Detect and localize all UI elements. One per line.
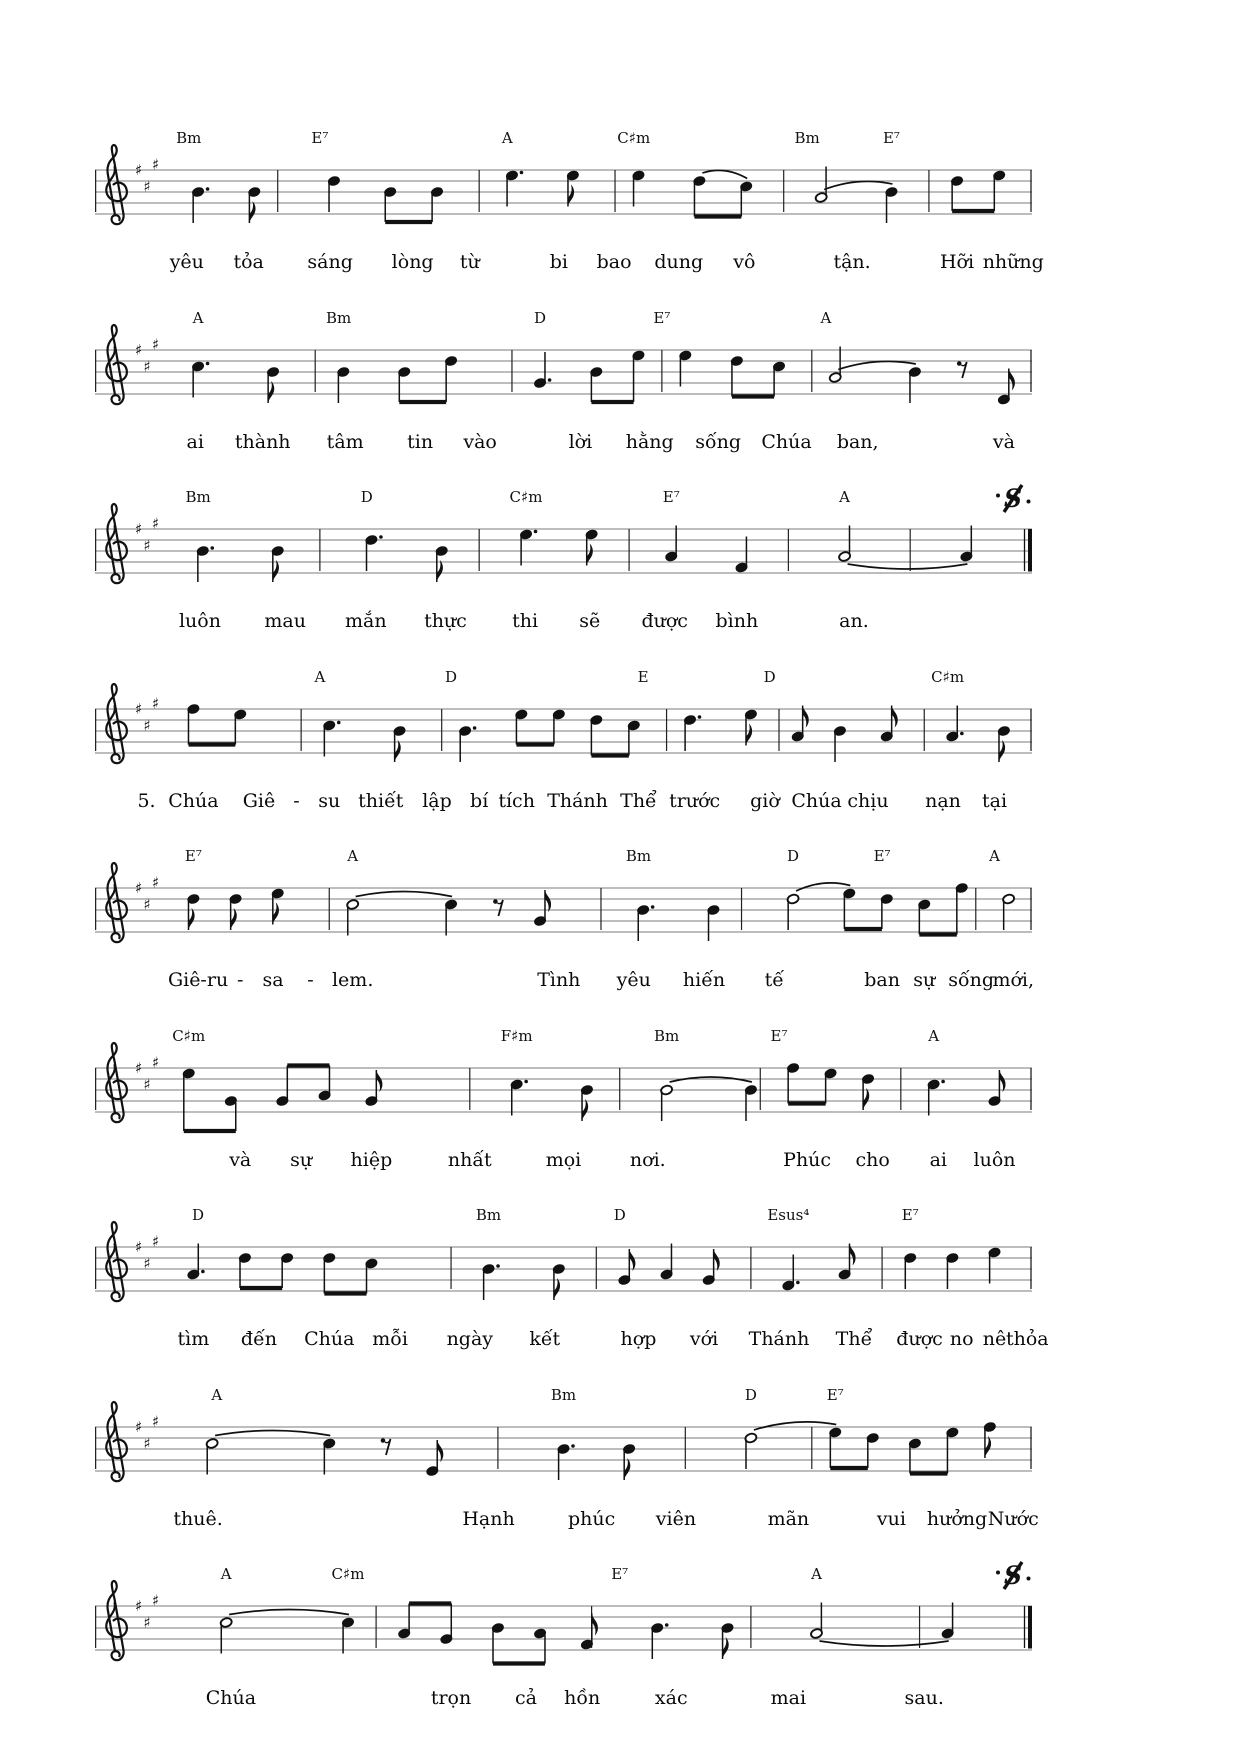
lyric-syllable: vào xyxy=(463,430,497,453)
lyric-syllable: mau xyxy=(264,610,306,632)
staff-svg xyxy=(95,123,1032,265)
lyric-syllable: lem. xyxy=(331,969,374,991)
lyric-syllable: bí xyxy=(470,789,489,812)
key-sharp-icon: ♯ xyxy=(135,699,143,718)
lyric-syllable: tâm xyxy=(326,430,364,453)
lyric-syllable: sẽ xyxy=(579,610,601,632)
lyric-syllable: mới, xyxy=(992,969,1035,991)
system-8 xyxy=(95,1380,1039,1542)
eighth-flag-icon xyxy=(624,1458,630,1480)
lyric-syllable: Chúa xyxy=(304,1328,355,1350)
system-4 xyxy=(95,662,1032,824)
eighth-flag-icon xyxy=(249,201,255,223)
lyric-syllable: được xyxy=(641,610,688,632)
lyric-syllable: tìm xyxy=(177,1328,210,1350)
key-sharp-icon: ♯ xyxy=(152,1412,160,1430)
staff-svg xyxy=(95,1200,1032,1342)
lyric-syllable: mọi xyxy=(545,1148,582,1171)
notes xyxy=(182,1062,1005,1131)
chord-label: Bm xyxy=(325,308,352,327)
key-sharp-icon: ♯ xyxy=(152,1053,160,1071)
lyric-syllable: nê xyxy=(982,1328,1007,1350)
lyric-syllable: hiệp xyxy=(350,1148,393,1171)
chord-label: A xyxy=(839,488,851,506)
lyric-syllable: sự xyxy=(913,969,936,991)
lyric-syllable: Nước xyxy=(987,1507,1039,1530)
chord-label: A xyxy=(928,1026,940,1045)
slur xyxy=(838,361,916,369)
chord-label: C♯m xyxy=(931,667,965,686)
slur xyxy=(754,1421,836,1429)
lyric-syllable: nơi. xyxy=(629,1148,666,1171)
lyric-syllable: bao xyxy=(596,251,632,273)
system-1 xyxy=(95,123,1044,285)
eighth-flag-icon xyxy=(273,560,279,582)
lyric-syllable: 5. xyxy=(137,789,156,812)
staff-svg xyxy=(95,303,1032,445)
lyric-syllable: an. xyxy=(839,610,869,632)
lyric-syllable: Giê-ru xyxy=(167,969,229,991)
lyric-syllable: những xyxy=(982,251,1044,273)
key-sharp-icon: ♯ xyxy=(152,694,160,712)
lyric-syllable: Chúa xyxy=(205,1687,257,1709)
lyric-syllable: dung xyxy=(654,251,704,273)
lyric-syllable: bình xyxy=(715,610,759,632)
lyric-syllable: nhất xyxy=(447,1148,492,1171)
treble-clef-icon xyxy=(106,504,127,583)
chord-label: D xyxy=(534,308,547,327)
staff-svg xyxy=(95,482,1032,624)
eighth-flag-icon xyxy=(723,1637,729,1659)
lyric-syllable: sống xyxy=(948,969,994,991)
slur xyxy=(215,1430,330,1435)
lyric-syllable: yêu xyxy=(616,969,651,991)
lyric-syllable: Chúa xyxy=(168,789,219,812)
lyric-syllable: thỏa xyxy=(1005,1328,1049,1350)
chord-label: A xyxy=(314,667,326,686)
chord-label: A xyxy=(820,308,832,327)
slur xyxy=(819,1641,948,1646)
eighth-flag-icon xyxy=(437,560,443,582)
lyric-syllable: thiết xyxy=(358,789,404,812)
lyric-syllable: ngày xyxy=(446,1328,494,1350)
treble-clef-icon xyxy=(106,684,127,763)
chord-label: E⁷ xyxy=(653,308,671,327)
slur xyxy=(796,883,850,891)
chord-label: E⁷ xyxy=(873,847,891,865)
lyric-syllable: vô xyxy=(733,251,756,273)
chord-label: E⁷ xyxy=(770,1026,788,1045)
chord-label: A xyxy=(220,1565,232,1583)
system-2 xyxy=(95,303,1032,465)
chord-label: A xyxy=(192,308,204,327)
lyric-syllable: hằng xyxy=(625,430,674,453)
key-sharp-icon: ♯ xyxy=(152,335,160,353)
lyric-syllable: xác xyxy=(654,1687,688,1709)
chord-label: A xyxy=(989,847,1000,865)
chord-label: E xyxy=(637,667,649,686)
chord-label: E⁷ xyxy=(184,847,202,865)
lyric-syllable: tận. xyxy=(833,251,871,273)
lyric-syllable: với xyxy=(689,1328,719,1350)
segno-icon xyxy=(996,484,1031,513)
staff-svg xyxy=(95,1380,1032,1522)
chord-label: E⁷ xyxy=(662,488,680,506)
lyric-syllable: Thể xyxy=(835,1328,873,1350)
lyric-syllable: Thánh xyxy=(547,789,608,812)
lyric-syllable: su xyxy=(318,789,341,812)
chord-label: Esus⁴ xyxy=(767,1206,810,1224)
eighth-flag-icon xyxy=(395,740,401,762)
chord-label: A xyxy=(811,1565,822,1583)
lyric-syllable: ai xyxy=(929,1148,947,1171)
final-barline xyxy=(1028,529,1032,572)
lyric-syllable: luôn xyxy=(973,1148,1016,1171)
lyric-syllable: Tình xyxy=(537,969,581,991)
final-barline xyxy=(1028,1606,1032,1649)
chord-label: C♯m xyxy=(617,129,651,147)
lyric-syllable: Chúa xyxy=(761,430,812,453)
staff-svg xyxy=(95,1021,1032,1163)
treble-clef-icon xyxy=(106,863,127,942)
lyric-syllable: và xyxy=(229,1148,252,1171)
treble-clef-icon xyxy=(106,1043,127,1122)
lyric-syllable: tại xyxy=(981,789,1008,812)
key-sharp-icon: ♯ xyxy=(135,520,143,538)
lyric-syllable: trọn xyxy=(430,1687,472,1709)
lyric-syllable: Giê xyxy=(242,789,276,812)
system-6 xyxy=(95,1021,1032,1183)
chord-label: D xyxy=(192,1206,205,1224)
lyric-syllable: Thánh xyxy=(748,1328,810,1350)
lyric-syllable: mãn xyxy=(767,1507,810,1530)
lyric-syllable: - xyxy=(237,969,244,991)
eighth-rest-icon xyxy=(381,1438,386,1443)
svg-text:S: S xyxy=(1003,484,1023,513)
chord-label: Bm xyxy=(794,129,820,147)
chord-label: A xyxy=(501,129,513,147)
segno-icon xyxy=(996,1561,1031,1590)
eighth-flag-icon xyxy=(437,1440,443,1462)
key-sharp-icon: ♯ xyxy=(143,1254,151,1273)
eighth-flag-icon xyxy=(231,908,237,930)
lyric-syllable: Thể xyxy=(620,789,657,812)
key-sharp-icon: ♯ xyxy=(143,536,151,555)
lyric-syllable: giờ xyxy=(750,789,780,812)
key-sharp-icon: ♯ xyxy=(135,1597,143,1615)
eighth-flag-icon xyxy=(188,908,194,930)
lyric-syllable: nạn xyxy=(925,789,961,812)
lyric-syllable: sau. xyxy=(904,1687,944,1709)
eighth-flag-icon xyxy=(629,1249,635,1271)
key-sharp-icon: ♯ xyxy=(152,873,160,892)
lyric-syllable: mỗi xyxy=(372,1328,408,1350)
chord-label: A xyxy=(347,847,359,865)
lyric-syllable: luôn xyxy=(178,610,221,632)
chord-label: E⁷ xyxy=(611,1565,629,1583)
lyric-syllable: cả xyxy=(515,1687,537,1709)
eighth-flag-icon xyxy=(999,1070,1005,1092)
chord-label: D xyxy=(763,667,776,686)
key-sharp-icon: ♯ xyxy=(143,1075,151,1093)
eighth-flag-icon xyxy=(714,1249,720,1271)
chord-label: E⁷ xyxy=(882,129,900,147)
chord-label: Bm xyxy=(176,129,202,147)
slur xyxy=(848,564,968,569)
treble-clef-icon xyxy=(106,1581,127,1660)
lyric-syllable: no xyxy=(949,1328,974,1350)
lyric-syllable: viên xyxy=(655,1507,697,1530)
lyric-syllable: lập xyxy=(422,789,452,812)
lyric-syllable: yêu xyxy=(169,251,204,273)
staff-svg xyxy=(95,1559,1032,1701)
eighth-rest-icon xyxy=(493,899,498,904)
chord-label: D xyxy=(613,1206,626,1224)
lyric-syllable: hiến xyxy=(682,969,726,991)
lyric-syllable: - xyxy=(307,969,314,991)
eighth-flag-icon xyxy=(863,1088,869,1110)
key-sharp-icon: ♯ xyxy=(135,1238,143,1256)
lyric-syllable: phúc xyxy=(567,1507,616,1530)
key-sharp-icon: ♯ xyxy=(143,895,151,914)
key-sharp-icon: ♯ xyxy=(143,357,151,375)
chord-label: D xyxy=(360,488,373,506)
chord-label: E⁷ xyxy=(901,1206,919,1224)
key-sharp-icon: ♯ xyxy=(143,1434,151,1452)
slur xyxy=(356,892,452,897)
lyric-syllable: bi xyxy=(549,251,568,273)
eighth-flag-icon xyxy=(554,1278,560,1300)
key-sharp-icon: ♯ xyxy=(143,716,151,734)
key-sharp-icon: ♯ xyxy=(143,177,151,196)
lyric-syllable: tích xyxy=(498,789,535,812)
lyric-syllable: tế xyxy=(764,969,784,991)
lyric-syllable: được xyxy=(896,1328,943,1350)
eighth-flag-icon xyxy=(268,381,274,403)
lyric-syllable: ban xyxy=(864,969,900,991)
lyric-syllable: mắn xyxy=(344,610,387,632)
chord-label: E⁷ xyxy=(826,1385,844,1404)
key-sharp-icon: ♯ xyxy=(152,155,160,174)
eighth-flag-icon xyxy=(582,1099,588,1121)
chord-label: F♯m xyxy=(500,1026,533,1045)
lyric-syllable: ai xyxy=(186,430,204,453)
key-sharp-icon: ♯ xyxy=(135,340,143,359)
chord-label: C♯m xyxy=(509,488,543,506)
svg-text:S: S xyxy=(1003,1561,1023,1590)
lyric-syllable: Chúa xyxy=(791,789,842,812)
lyric-syllable: đến xyxy=(240,1328,278,1350)
lyric-syllable: sáng xyxy=(307,251,353,273)
slur xyxy=(702,170,747,178)
system-9 xyxy=(95,1559,1032,1721)
treble-clef-icon xyxy=(106,145,127,224)
chord-label: A xyxy=(211,1385,223,1404)
chord-label: D xyxy=(787,847,800,865)
lyric-syllable: chịu xyxy=(847,789,889,812)
lyric-syllable: thành xyxy=(234,430,291,453)
lyric-syllable: ban, xyxy=(836,430,879,453)
eighth-flag-icon xyxy=(985,1436,991,1458)
key-sharp-icon: ♯ xyxy=(143,1613,151,1632)
key-sharp-icon: ♯ xyxy=(152,1591,160,1610)
key-sharp-icon: ♯ xyxy=(152,1232,160,1251)
lyric-syllable: Hỡi xyxy=(939,251,975,273)
chord-label: Bm xyxy=(653,1026,680,1045)
slur xyxy=(824,181,892,189)
chord-label: Bm xyxy=(475,1206,502,1224)
lyric-syllable: thực xyxy=(424,610,467,632)
lyric-syllable: lòng xyxy=(391,251,434,273)
lyric-syllable: hưởng xyxy=(926,1507,988,1530)
lyric-syllable: và xyxy=(992,430,1015,453)
system-5 xyxy=(95,841,1035,1003)
lyric-syllable: thuê. xyxy=(173,1507,223,1530)
slur xyxy=(229,1610,349,1615)
staff-svg xyxy=(95,662,1032,804)
lyric-syllable: tin xyxy=(407,430,434,453)
system-3 xyxy=(95,482,1032,644)
treble-clef-icon xyxy=(106,1402,127,1481)
key-sharp-icon: ♯ xyxy=(135,1058,143,1077)
key-sharp-icon: ♯ xyxy=(152,514,160,533)
lyric-syllable: từ xyxy=(459,251,480,273)
lyric-syllable: tỏa xyxy=(233,251,264,273)
chord-label: Bm xyxy=(625,847,652,865)
eighth-rest-icon xyxy=(957,361,962,366)
lyric-syllable: Phúc xyxy=(783,1148,832,1171)
chord-label: Bm xyxy=(185,488,211,506)
lyric-syllable: cho xyxy=(855,1148,890,1171)
key-sharp-icon: ♯ xyxy=(135,1417,143,1436)
chord-label: C♯m xyxy=(172,1026,206,1045)
lyric-syllable: sa xyxy=(262,969,284,991)
lyric-syllable: - xyxy=(293,789,300,812)
lyric-syllable: thi xyxy=(512,610,539,632)
eighth-flag-icon xyxy=(376,1070,382,1092)
eighth-flag-icon xyxy=(999,740,1005,762)
chord-label: D xyxy=(744,1385,757,1404)
lyric-syllable: sống xyxy=(695,430,741,453)
lyric-syllable: hợp xyxy=(620,1328,657,1350)
eighth-flag-icon xyxy=(545,890,551,912)
chord-label: D xyxy=(445,667,458,686)
lyric-syllable: hồn xyxy=(564,1687,601,1709)
system-7 xyxy=(95,1200,1049,1362)
key-sharp-icon: ♯ xyxy=(135,879,143,897)
chord-label: Bm xyxy=(550,1385,577,1404)
lyric-syllable: kết xyxy=(529,1328,561,1350)
key-sharp-icon: ♯ xyxy=(135,161,143,179)
chord-label: C♯m xyxy=(331,1565,365,1583)
lyric-syllable: mai xyxy=(770,1687,807,1709)
staff-svg xyxy=(95,841,1032,983)
treble-clef-icon xyxy=(106,325,127,404)
chord-label: E⁷ xyxy=(311,129,329,147)
lyric-syllable: sự xyxy=(290,1148,313,1171)
lyric-syllable: vui xyxy=(876,1507,906,1530)
lyric-syllable: lời xyxy=(568,430,593,453)
treble-clef-icon xyxy=(106,1222,127,1301)
lyric-syllable: Hạnh xyxy=(462,1507,515,1530)
lyric-syllable: trước xyxy=(669,789,721,812)
